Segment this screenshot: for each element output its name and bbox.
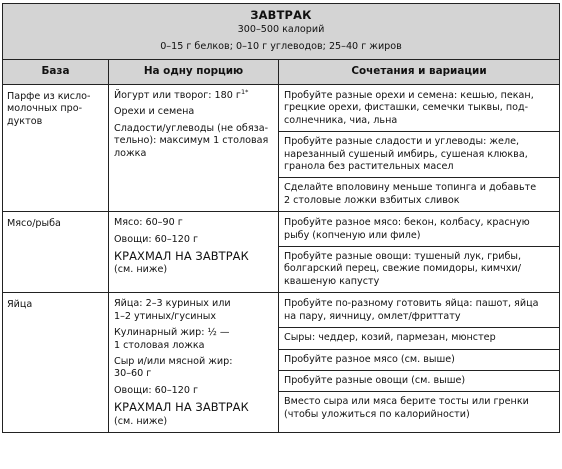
variation-item: Сыры: чеддер, козий, пармезан, мюнстер — [284, 332, 496, 344]
starch-label: КРАХМАЛ НА ЗАВТРАК — [114, 400, 249, 415]
portion-item: Кулинарный жир: ½ — 1 столовая ложка — [114, 327, 230, 351]
see-below-note: (см. ниже) — [114, 264, 168, 276]
portion-cell — [109, 212, 279, 293]
portion-item: Сыр и/или мясной жир: 30–60 г — [114, 355, 233, 380]
base-cell — [3, 85, 109, 212]
portion-item: Мясо: 60–90 г — [114, 217, 183, 229]
variation-item: Вместо сыра или мяса берите тосты или гренки (чтобы уложиться по калорийности) — [284, 396, 529, 420]
portion-item: Яйца: 2–3 куриных или 1–2 утиных/гусиных — [114, 298, 231, 322]
base-cell — [3, 293, 109, 433]
variation-item: Пробуйте разные овощи (см. выше) — [284, 374, 466, 386]
variation-item: Пробуйте по-разному готовить яйца: пашот, яйца на пару, яичницу, омлет/фриттату — [284, 298, 539, 322]
divider — [279, 131, 559, 132]
title-row — [3, 4, 560, 60]
portion-item: Йогурт или творог: 180 г$^{1*}$ — [114, 87, 249, 101]
divider — [279, 246, 559, 247]
portion-item — [114, 401, 274, 428]
variation-item: Пробуйте разное мясо (см. выше) — [284, 353, 455, 365]
base-label: Парфе из кисло- молочных про- дуктов — [7, 91, 91, 127]
portion-cell — [109, 293, 279, 433]
starch-label: КРАХМАЛ НА ЗАВТРАК — [114, 249, 249, 264]
base-label: Мясо/рыба — [7, 218, 61, 230]
portion-item — [114, 250, 274, 277]
column-header-portion: На одну порцию — [109, 60, 279, 85]
portion-item: Орехи и семена — [114, 106, 195, 118]
table-row — [3, 85, 560, 212]
table-row — [3, 293, 560, 433]
variation-item: Сделайте вполовину меньше топинга и добавьте 2 столовые ложки взбитых сливок — [284, 182, 537, 206]
table-title: ЗАВТРАК — [250, 8, 312, 22]
divider — [279, 177, 559, 178]
variation-item: Пробуйте разные орехи и семена: кешью, пекан, грецкие орехи, фисташки, семечки тыквы, под- солнечника, чиа, льна — [284, 90, 534, 126]
column-header-variations: Сочетания и вариации — [279, 60, 560, 85]
column-header-base: База — [3, 60, 109, 85]
base-cell — [3, 212, 109, 293]
portion-item: Овощи: 60–120 г — [114, 233, 199, 245]
calories-text: 300–500 калорий — [237, 24, 325, 35]
portion-item: Овощи: 60–120 г — [114, 384, 199, 396]
breakfast-table — [2, 3, 560, 433]
divider — [279, 391, 559, 392]
divider — [279, 349, 559, 350]
header-row — [3, 60, 560, 85]
divider — [279, 370, 559, 371]
portion-item: Сладости/углеводы (не обяза- тельно): максимум 1 столовая ложка — [114, 122, 269, 159]
macros-text: 0–15 г белков; 0–10 г углеводов; 25–40 г жиров — [160, 41, 402, 52]
title-cell — [3, 4, 560, 60]
portion-cell — [109, 85, 279, 212]
base-label: Яйца — [7, 299, 33, 311]
divider — [279, 327, 559, 328]
variations-cell — [279, 212, 560, 293]
footnote-marker: 1* — [240, 87, 249, 96]
variation-item: Пробуйте разные овощи: тушеный лук, грибы, болгарский перец, свежие помидоры, кимчхи/ квашеную капусту — [284, 251, 522, 287]
see-below-note: (см. ниже) — [114, 415, 168, 427]
variations-cell — [279, 293, 560, 433]
variation-item: Пробуйте разное мясо: бекон, колбасу, красную рыбу (копченую или филе) — [284, 217, 530, 241]
variations-cell — [279, 85, 560, 212]
variation-item: Пробуйте разные сладости и углеводы: желе, нарезанный сушеный имбирь, сушеная клюква, гранола без растительных масел — [284, 136, 528, 173]
table-row — [3, 212, 560, 293]
